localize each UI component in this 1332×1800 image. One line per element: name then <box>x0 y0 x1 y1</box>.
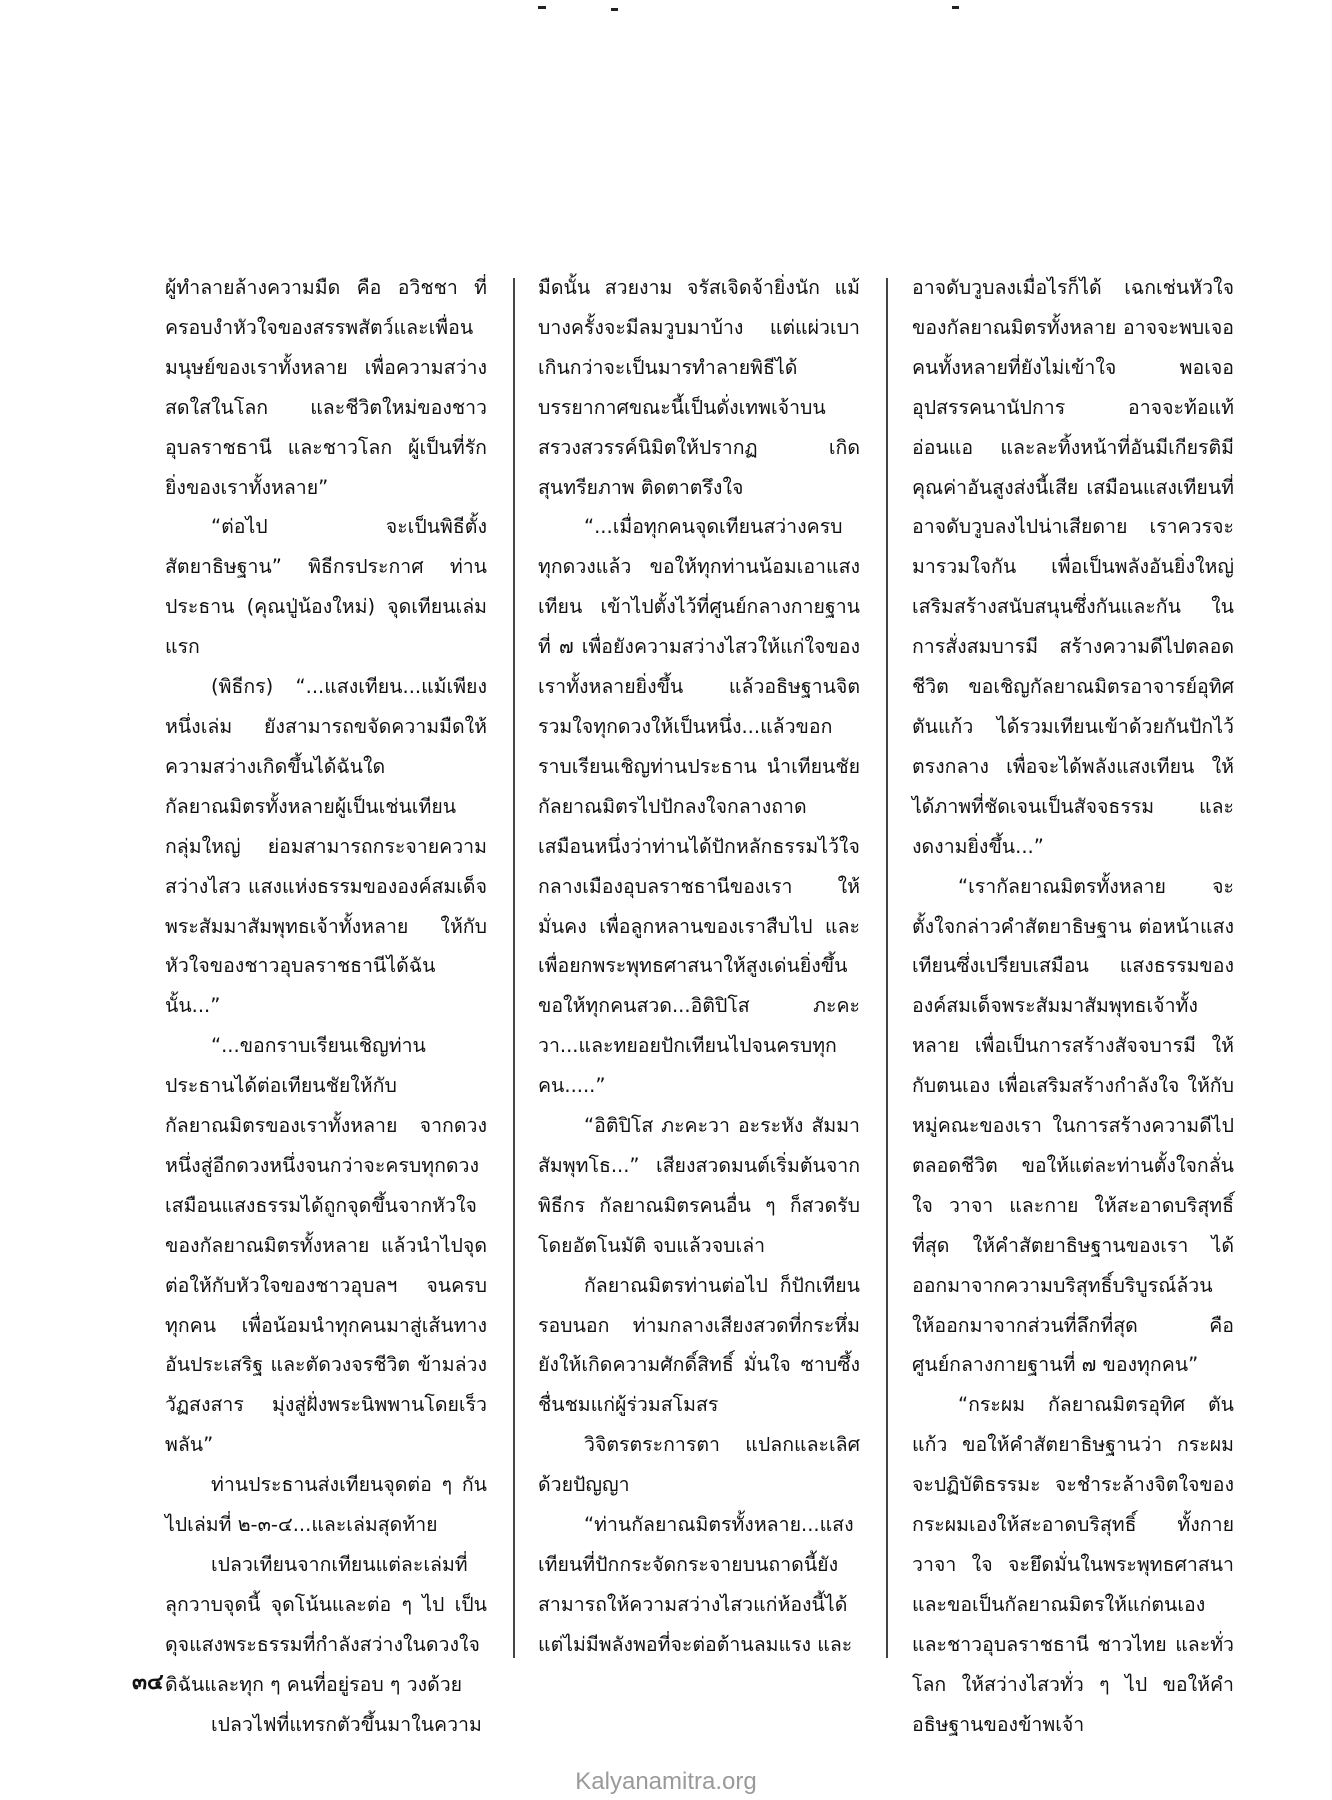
text-column-3 <box>912 268 1234 1745</box>
paragraph: กัลยาณมิตรท่านต่อไป ก็ปักเทียนรอบนอก ท่ามกลางเสียงสวดที่กระหึ่มยังให้เกิดความศักดิ์สิทธิ์ มั่นใจ ซาบซึ้งชื่นชมแก่ผู้ร่วมสโมสร <box>538 1273 860 1417</box>
paragraph: “อิติปิโส ภะคะวา อะระหัง สัมมาสัมพุทโธ...” เสียงสวดมนต์เริ่มต้นจากพิธีกร กัลยาณมิตรคนอื่น ๆ ก็สวดรับโดยอัตโนมัติ จบแล้วจบเล่า <box>538 1114 860 1257</box>
paragraph: ผู้ทำลายล้างความมืด คือ อวิชชา ที่ครอบงำหัวใจของสรรพสัตว์และเพื่อนมนุษย์ของเราทั้งหลาย เพื่อความสว่างสดใสในโลก และชีวิตใหม่ของชาวอุบลราชธานี และชาวโลก ผู้เป็นที่รักยิ่งของเราทั้งหลาย” <box>165 276 487 499</box>
watermark: Kalyanamitra.org <box>575 1768 757 1795</box>
column-divider <box>513 278 515 1658</box>
paragraph: “กระผม กัลยาณมิตรอุทิศ ตันแก้ว ขอให้คำสัตยาธิษฐานว่า กระผมจะปฏิบัติธรรมะ จะชำระล้างจิตใจของกระผมเองให้สะอาดบริสุทธิ์ ทั้งกาย วาจา ใจ จะยึดมั่นในพระพุทธศาสนา และขอเป็นกัลยาณมิตรให้แก่ตนเอง และชาวอุบลราชธานี ชาวไทย และทั่วโลก ให้สว่างไสวทั่ว ๆ ไป ขอให้คำอธิษฐานของข้าพเจ้า <box>912 1393 1234 1736</box>
text-column-1 <box>165 268 487 1745</box>
paragraph: เปลวไฟที่แทรกตัวขึ้นมาในความ <box>211 1712 482 1736</box>
paragraph: “...ขอกราบเรียนเชิญท่านประธานได้ต่อเทียนชัยให้กับกัลยาณมิตรของเราทั้งหลาย จากดวงหนึ่งสู่อีกดวงหนึ่งจนกว่าจะครบทุกดวง เสมือนแสงธรรมได้ถูกจุดขึ้นจากหัวใจของกัลยาณมิตรทั้งหลาย แล้วนำไปจุดต่อให้กับหัวใจของชาวอุบลฯ จนครบทุกคน เพื่อน้อมนำทุกคนมาสู่เส้นทางอันประเสริฐ และตัดวงจรชีวิต ข้ามล่วงวัฏสงสาร มุ่งสู่ฝั่งพระนิพพานโดยเร็วพลัน” <box>165 1034 487 1457</box>
paragraph: “ท่านกัลยาณมิตรทั้งหลาย...แสงเทียนที่ปักกระจัดกระจายบนถาดนี้ยังสามารถให้ความสว่างไสวแก่ห้องนี้ได้ แต่ไม่มีพลังพอที่จะต่อต้านลมแรง และ <box>538 1513 854 1656</box>
paragraph: “เรากัลยาณมิตรทั้งหลาย จะตั้งใจกล่าวคำสัตยาธิษฐาน ต่อหน้าแสงเทียนซึ่งเปรียบเสมือน แสงธรรมขององค์สมเด็จพระสัมมาสัมพุทธเจ้าทั้งหลาย เพื่อเป็นการสร้างสัจจบารมี ให้กับตนเอง เพื่อเสริมสร้างกำลังใจ ให้กับหมู่คณะของเรา ในการสร้างความดีไปตลอดชีวิต ขอให้แต่ละท่านตั้งใจกลั่นใจ วาจา และกาย ให้สะอาดบริสุทธิ์ที่สุด ให้คำสัตยาธิษฐานของเรา ได้ออกมาจากความบริสุทธิ์บริบูรณ์ล้วน ให้ออกมาจากส่วนที่ลึกที่สุด คือ ศูนย์กลางกายฐานที่ ๗ ของทุกคน” <box>912 874 1234 1377</box>
paragraph: มืดนั้น สวยงาม จรัสเจิดจ้ายิ่งนัก แม้บางครั้งจะมีลมวูบมาบ้าง แต่แผ่วเบาเกินกว่าจะเป็นมารทำลายพิธีได้ บรรยากาศขณะนี้เป็นดั่งเทพเจ้าบนสรวงสวรรค์นิมิตให้ปรากฏ เกิดสุนทรียภาพ ติดตาตรึงใจ <box>538 276 860 499</box>
scan-mark <box>952 6 959 9</box>
scan-mark <box>538 6 546 9</box>
column-divider <box>886 278 888 1658</box>
paragraph: อาจดับวูบลงเมื่อไรก็ได้ เฉกเช่นหัวใจของกัลยาณมิตรทั้งหลาย อาจจะพบเจอคนทั้งหลายที่ยังไม่เข้าใจ พอเจออุปสรรคนานัปการ อาจจะท้อแท้อ่อนแอ และละทิ้งหน้าที่อันมีเกียรติมีคุณค่าอันสูงส่งนี้เสีย เสมือนแสงเทียนที่อาจดับวูบลงไปน่าเสียดาย เราควรจะมารวมใจกัน เพื่อเป็นพลังอันยิ่งใหญ่ เสริมสร้างสนับสนุนซึ่งกันและกัน ในการสั่งสมบารมี สร้างความดีไปตลอดชีวิต ขอเชิญกัลยาณมิตรอาจารย์อุทิศ ตันแก้ว ได้รวมเทียนเข้าด้วยกันปักไว้ตรงกลาง เพื่อจะได้พลังแสงเทียน ให้ได้ภาพที่ชัดเจนเป็นสัจจธรรม และงดงามยิ่งขึ้น...” <box>912 276 1234 858</box>
scan-mark <box>611 8 618 11</box>
paragraph: “ต่อไป จะเป็นพิธีตั้งสัตยาธิษฐาน” พิธีกรประกาศ ท่านประธาน (คุณปู่น้องใหม่) จุดเทียนเล่มแรก <box>165 515 487 659</box>
paragraph: เปลวเทียนจากเทียนแต่ละเล่มที่ลุกวาบจุดนี้ จุดโน้นและต่อ ๆ ไป เป็นดุจแสงพระธรรมที่กำลังสว่างในดวงใจดิฉันและทุก ๆ คนที่อยู่รอบ ๆ วงด้วย <box>165 1553 487 1696</box>
paragraph: “...เมื่อทุกคนจุดเทียนสว่างครบทุกดวงแล้ว ขอให้ทุกท่านน้อมเอาแสงเทียน เข้าไปตั้งไว้ที่ศูนย์กลางกายฐานที่ ๗ เพื่อยังความสว่างไสวให้แก่ใจของเราทั้งหลายยิ่งขึ้น แล้วอธิษฐานจิตรวมใจทุกดวงให้เป็นหนึ่ง...แล้วขอกราบเรียนเชิญท่านประธาน นำเทียนชัยกัลยาณมิตรไปปักลงใจกลางถาด เสมือนหนึ่งว่าท่านได้ปักหลักธรรมไว้ใจกลางเมืองอุบลราชธานีของเรา ให้มั่นคง เพื่อลูกหลานของเราสืบไป และเพื่อยกพระพุทธศาสนาให้สูงเด่นยิ่งขึ้น ขอให้ทุกคนสวด...อิติปิโส ภะคะวา...และทยอยปักเทียนไปจนครบทุกคน.....” <box>538 515 860 1098</box>
text-column-2 <box>538 268 860 1665</box>
paragraph: ท่านประธานส่งเทียนจุดต่อ ๆ กันไปเล่มที่ ๒-๓-๔...และเล่มสุดท้าย <box>165 1473 487 1537</box>
page-number: ๓๔ <box>132 1670 164 1695</box>
paragraph: วิจิตรตระการตา แปลกและเลิศด้วยปัญญา <box>538 1433 860 1497</box>
paragraph: (พิธีกร) “...แสงเทียน...แม้เพียงหนึ่งเล่ม ยังสามารถขจัดความมืดให้ความสว่างเกิดขึ้นได้ฉันใด กัลยาณมิตรทั้งหลายผู้เป็นเช่นเทียนกลุ่มใหญ่ ย่อมสามารถกระจายความสว่างไสว แสงแห่งธรรมขององค์สมเด็จพระสัมมาสัมพุทธเจ้าทั้งหลาย ให้กับหัวใจของชาวอุบลราชธานีได้ฉันนั้น...” <box>165 675 487 1018</box>
